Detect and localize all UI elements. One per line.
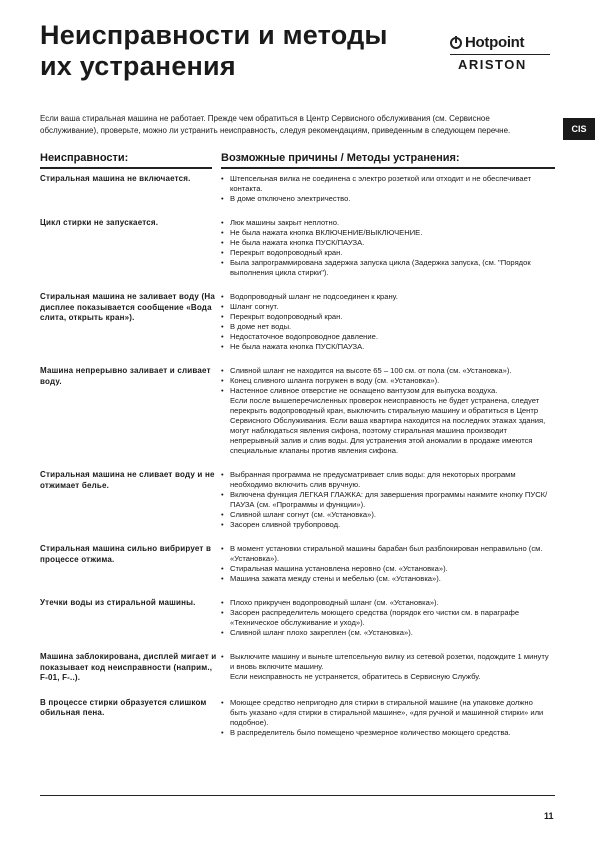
cause-item (221, 490, 551, 510)
cause-text: В доме отключено электричество. (230, 194, 351, 203)
causes-list (221, 366, 551, 456)
bullet-icon: • (221, 322, 224, 331)
cause-item (221, 728, 551, 738)
cause-item (221, 228, 551, 238)
power-symbol-icon (450, 37, 462, 49)
cause-item (221, 366, 551, 376)
cause-text: Сливной шланг не находится на высоте 65 – 100 см. от пола (см. «Установка»). (230, 366, 512, 375)
footer-rule (40, 795, 555, 796)
cause-text: Сливной шланг согнут (см. «Установка»). (230, 510, 376, 519)
causes-list (221, 698, 551, 738)
bullet-icon: • (221, 608, 224, 617)
bullet-icon: • (221, 470, 224, 479)
cause-text: В распределитель было помещено чрезмерное количество моющего средства. (230, 727, 511, 737)
causes-list (221, 544, 551, 584)
bullet-icon: • (221, 510, 224, 519)
bullet-icon: • (221, 342, 224, 351)
bullet-icon: • (221, 174, 224, 183)
table-row (40, 698, 555, 738)
brand-name: Hotpoint (465, 34, 525, 51)
causes-list (221, 652, 551, 684)
cause-text: Недостаточное водопроводное давление. (230, 332, 378, 341)
cause-text: Засорен распределитель моющего средства (порядок его чистки см. в параграфе «Техническое обслуживание и уход»). (230, 608, 520, 627)
cause-text: В доме нет воды. (230, 322, 292, 331)
cause-item (221, 238, 551, 248)
problem-text: Стиральная машина не заливает воду (На дисплее показывается сообщение «Вода слита, открыть кран»). (40, 292, 215, 322)
problem-text: Стиральная машина сильно вибрирует в процессе отжима. (40, 544, 212, 564)
brand-logo (450, 34, 554, 72)
cause-item (221, 174, 551, 194)
brand-sub: ARISTON (458, 57, 527, 72)
cause-item (221, 312, 551, 322)
cause-text: Не была нажата кнопка ПУСК/ПАУЗА. (230, 342, 365, 351)
cause-item (221, 574, 551, 584)
bullet-icon: • (221, 248, 224, 257)
table-row (40, 366, 555, 456)
causes-list (221, 598, 551, 638)
table-row (40, 598, 555, 638)
cause-text: Засорен сливной трубопровод. (230, 520, 341, 529)
cause-item (221, 292, 551, 302)
table-row (40, 470, 555, 530)
bullet-icon: • (221, 697, 224, 707)
table-row (40, 292, 555, 352)
logo-divider (450, 54, 550, 55)
cause-item (221, 248, 551, 258)
table-row (40, 174, 555, 204)
table-row (40, 544, 555, 584)
bullet-icon: • (221, 598, 224, 607)
cause-text: Не была нажата кнопка ПУСК/ПАУЗА. (230, 238, 365, 247)
cause-item (221, 302, 551, 312)
cause-text: Перекрыт водопроводный кран. (230, 312, 343, 321)
bullet-icon: • (221, 386, 224, 395)
cause-item (221, 332, 551, 342)
cause-text: Включена функция ЛЕГКАЯ ГЛАЖКА: для завершения программы нажмите кнопку ПУСК/ПАУЗА (см. «Программы и функции»). (230, 490, 548, 509)
cause-note: Если после вышеперечисленных проверок неисправность не будет устранена, следует перекрыть водопроводный кран, выключить стиральную машину и обратиться в Центр Сервисного Обслуживания. Если ваша квартира находится на последних этажах здания, могут наблюдаться явления сифона, поэтому стиральная машина производит непрерывный залив и слив воды. Для устранения этой аномалии в продаже имеются специальные клапаны против явления сифона. (230, 396, 546, 455)
problem-text: В процессе стирки образуется слишком обильная пена. (40, 697, 207, 717)
cause-item (221, 258, 551, 278)
causes-list (221, 174, 551, 204)
cause-text: Перекрыт водопроводный кран. (230, 248, 343, 257)
bullet-icon: • (221, 564, 224, 573)
bullet-icon: • (221, 292, 224, 301)
causes-header: Возможные причины / Методы устранения: (221, 152, 460, 164)
bullet-icon: • (221, 258, 224, 267)
cause-text: Сливной шланг плохо закреплен (см. «Установка»). (230, 628, 413, 637)
intro-paragraph: Если ваша стиральная машина не работает. Прежде чем обратиться в Центр Сервисного обслуживания (см. Сервисное обслуживание), проверьте, можно ли устранить неисправность, следуя рекомендациям, приведенным в следующем перечне. (40, 114, 511, 135)
cause-text: Водопроводный шланг не подсоединен к крану. (230, 292, 398, 301)
bullet-icon: • (221, 520, 224, 529)
bullet-icon: • (221, 376, 224, 385)
bullet-icon: • (221, 366, 224, 375)
bullet-icon: • (221, 652, 224, 661)
problem-text: Стиральная машина не сливает воду и не отжимает белье. (40, 470, 215, 490)
cause-text: В момент установки стиральной машины барабан был разблокирован неправильно (см. «Установка»). (230, 544, 543, 563)
causes-list (221, 470, 551, 530)
bullet-icon: • (221, 312, 224, 321)
cause-item (221, 608, 551, 628)
troubleshooting-table (40, 174, 555, 752)
cause-item (221, 470, 551, 490)
cause-item (221, 628, 551, 638)
cause-text: Выбранная программа не предусматривает слив воды: для некоторых программ необходимо включить слив вручную. (230, 470, 516, 489)
cause-text: Шланг согнут. (230, 302, 279, 311)
page-title-line-1: Неисправности и методы (40, 20, 388, 50)
cause-text: Люк машины закрыт неплотно. (230, 218, 340, 227)
cause-item (221, 652, 551, 672)
causes-list (221, 218, 551, 278)
problem-text: Утечки воды из стиральной машины. (40, 598, 196, 607)
cause-text: Моющее средство непригодно для стирки в стиральной машине (на упаковке должно быть указано «для стирки в стиральной машине», «для ручной и машинной стирки» или подобное). (230, 697, 544, 727)
cause-text: Штепсельная вилка не соединена с электро розеткой или отходит и не обеспечивает контакта. (230, 174, 532, 193)
table-row (40, 218, 555, 278)
cause-text: Не была нажата кнопка ВКЛЮЧЕНИЕ/ВЫКЛЮЧЕНИЕ. (230, 228, 423, 237)
cause-item (221, 564, 551, 574)
page-number: 11 (544, 811, 554, 821)
bullet-icon: • (221, 544, 224, 553)
cause-item (221, 698, 551, 728)
bullet-icon: • (221, 574, 224, 583)
page-title-line-2: их устранения (40, 51, 236, 81)
bullet-icon: • (221, 490, 224, 499)
bullet-icon: • (221, 228, 224, 237)
bullet-icon: • (221, 302, 224, 311)
cause-text: Настенное сливное отверстие не оснащено вантузом для выпуска воздуха. (230, 386, 498, 395)
cause-item (221, 342, 551, 352)
bullet-icon: • (221, 628, 224, 637)
cause-text: Конец сливного шланга погружен в воду (см. «Установка»). (230, 376, 440, 385)
cause-item (221, 598, 551, 608)
causes-list (221, 292, 551, 352)
page-title (40, 20, 388, 82)
cause-item (221, 520, 551, 530)
bullet-icon: • (221, 727, 224, 737)
causes-header-rule (221, 167, 555, 169)
problem-text: Машина непрерывно заливает и сливает воду. (40, 366, 211, 386)
cause-item (221, 194, 551, 204)
problem-text: Цикл стирки не запускается. (40, 218, 159, 227)
region-tab: CIS (563, 118, 595, 140)
cause-text: Машина зажата между стены и мебелью (см. «Установка»). (230, 574, 441, 583)
cause-text: Стиральная машина установлена неровно (см. «Установка»). (230, 564, 448, 573)
bullet-icon: • (221, 194, 224, 203)
problem-text: Машина заблокирована, дисплей мигает и показывает код неисправности (наприм., F-01, F-..). (40, 652, 217, 682)
cause-item (221, 376, 551, 386)
cause-item (221, 544, 551, 564)
bullet-icon: • (221, 332, 224, 341)
cause-item (221, 386, 551, 396)
problems-header-rule (40, 167, 212, 169)
cause-note: Если неисправность не устраняется, обратитесь в Сервисную Службу. (230, 672, 481, 681)
bullet-icon: • (221, 218, 224, 227)
cause-item (221, 510, 551, 520)
cause-text: Плохо прикручен водопроводный шланг (см. «Установка»). (230, 598, 439, 607)
table-row (40, 652, 555, 684)
problem-text: Стиральная машина не включается. (40, 174, 191, 183)
cause-text: Выключите машину и выньте штепсельную вилку из сетевой розетки, подождите 1 минуту и вновь включите машину. (230, 652, 549, 671)
cause-item (221, 218, 551, 228)
cause-item (221, 322, 551, 332)
problems-header: Неисправности: (40, 152, 129, 164)
cause-text: Была запрограммирована задержка запуска цикла (Задержка запуска, (см. "Порядок выполнения цикла стирки"). (230, 258, 531, 277)
bullet-icon: • (221, 238, 224, 247)
